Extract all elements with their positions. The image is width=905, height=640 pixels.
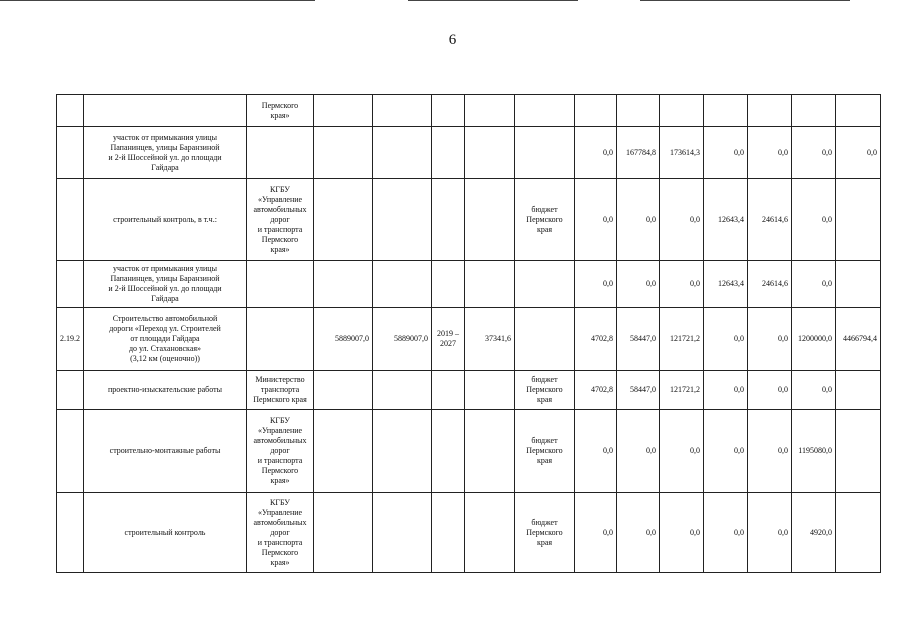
- work-name-cell: Строительство автомобильной дороги «Переход ул. Строителей от площади Гайдара до ул. Стахановская» (3,12 км (оценочно)): [84, 308, 247, 371]
- row-number-cell: [57, 371, 84, 410]
- scan-top-rule-mid: [408, 0, 578, 1]
- cost-cell: 5889007,0: [373, 308, 432, 371]
- total-cost-cell: [314, 261, 373, 308]
- spent-cell: 37341,6: [465, 308, 515, 371]
- year-amount-cell: [617, 95, 660, 127]
- year-amount-cell: 0,0: [748, 308, 792, 371]
- executor-cell: КГБУ «Управление автомобильных дорог и транспорта Пермского края»: [247, 179, 314, 261]
- work-name-cell: строительно-монтажные работы: [84, 410, 247, 493]
- year-amount-cell: 0,0: [575, 261, 617, 308]
- work-name-cell: участок от примыкания улицы Папанинцев, улицы Баранзиной и 2-й Шоссейной ул. до площади Гайдара: [84, 261, 247, 308]
- work-name-cell: проектно-изыскательские работы: [84, 371, 247, 410]
- year-amount-cell: [836, 493, 881, 573]
- year-amount-cell: 0,0: [660, 493, 704, 573]
- total-cost-cell: [314, 371, 373, 410]
- year-amount-cell: 1195080,0: [792, 410, 836, 493]
- year-amount-cell: 24614,6: [748, 261, 792, 308]
- year-amount-cell: 0,0: [748, 493, 792, 573]
- spent-cell: [465, 261, 515, 308]
- period-cell: [432, 95, 465, 127]
- spent-cell: [465, 493, 515, 573]
- year-amount-cell: 0,0: [660, 410, 704, 493]
- spent-cell: [465, 371, 515, 410]
- spent-cell: [465, 127, 515, 179]
- year-amount-cell: [575, 95, 617, 127]
- total-cost-cell: 5889007,0: [314, 308, 373, 371]
- period-cell: 2019 – 2027: [432, 308, 465, 371]
- total-cost-cell: [314, 127, 373, 179]
- year-amount-cell: [836, 261, 881, 308]
- table-row: [57, 261, 881, 308]
- year-amount-cell: 4466794,4: [836, 308, 881, 371]
- scan-top-rule-right: [640, 0, 850, 1]
- year-amount-cell: [792, 95, 836, 127]
- year-amount-cell: 58447,0: [617, 308, 660, 371]
- row-number-cell: [57, 127, 84, 179]
- funding-source-cell: бюджет Пермского края: [515, 179, 575, 261]
- year-amount-cell: 0,0: [617, 493, 660, 573]
- year-amount-cell: [836, 371, 881, 410]
- year-amount-cell: 0,0: [575, 179, 617, 261]
- scan-top-rule-left: [0, 0, 315, 1]
- cost-cell: [373, 179, 432, 261]
- year-amount-cell: 4702,8: [575, 371, 617, 410]
- year-amount-cell: 4702,8: [575, 308, 617, 371]
- period-cell: [432, 261, 465, 308]
- row-number-cell: 2.19.2: [57, 308, 84, 371]
- total-cost-cell: [314, 493, 373, 573]
- row-number-cell: [57, 179, 84, 261]
- year-amount-cell: 0,0: [836, 127, 881, 179]
- work-name-cell: участок от примыкания улицы Папанинцев, улицы Баранзиной и 2-й Шоссейной ул. до площади Гайдара: [84, 127, 247, 179]
- row-number-cell: [57, 493, 84, 573]
- period-cell: [432, 371, 465, 410]
- year-amount-cell: 4920,0: [792, 493, 836, 573]
- executor-cell: КГБУ «Управление автомобильных дорог и транспорта Пермского края»: [247, 493, 314, 573]
- year-amount-cell: 12643,4: [704, 179, 748, 261]
- executor-cell: Министерство транспорта Пермского края: [247, 371, 314, 410]
- year-amount-cell: 0,0: [575, 493, 617, 573]
- work-name-cell: строительный контроль, в т.ч.:: [84, 179, 247, 261]
- year-amount-cell: [836, 179, 881, 261]
- year-amount-cell: 0,0: [792, 371, 836, 410]
- year-amount-cell: [836, 410, 881, 493]
- year-amount-cell: 0,0: [704, 308, 748, 371]
- work-name-cell: строительный контроль: [84, 493, 247, 573]
- cost-cell: [373, 95, 432, 127]
- row-number-cell: [57, 261, 84, 308]
- funding-source-cell: [515, 127, 575, 179]
- executor-cell: [247, 127, 314, 179]
- year-amount-cell: 0,0: [660, 179, 704, 261]
- table-row: [57, 95, 881, 127]
- year-amount-cell: 0,0: [575, 410, 617, 493]
- year-amount-cell: 0,0: [748, 127, 792, 179]
- table-row: [57, 493, 881, 573]
- year-amount-cell: 121721,2: [660, 308, 704, 371]
- spent-cell: [465, 179, 515, 261]
- year-amount-cell: 0,0: [704, 493, 748, 573]
- page-number: 6: [448, 32, 457, 48]
- cost-cell: [373, 371, 432, 410]
- funding-source-cell: бюджет Пермского края: [515, 410, 575, 493]
- table-row: [57, 179, 881, 261]
- executor-cell: Пермского края»: [247, 95, 314, 127]
- year-amount-cell: 173614,3: [660, 127, 704, 179]
- year-amount-cell: 12643,4: [704, 261, 748, 308]
- funding-source-cell: [515, 308, 575, 371]
- year-amount-cell: 0,0: [704, 127, 748, 179]
- table-row: [57, 127, 881, 179]
- total-cost-cell: [314, 410, 373, 493]
- year-amount-cell: [660, 95, 704, 127]
- period-cell: [432, 127, 465, 179]
- executor-cell: [247, 261, 314, 308]
- spent-cell: [465, 410, 515, 493]
- funding-source-cell: бюджет Пермского края: [515, 371, 575, 410]
- total-cost-cell: [314, 179, 373, 261]
- year-amount-cell: 0,0: [617, 410, 660, 493]
- year-amount-cell: 0,0: [792, 261, 836, 308]
- row-number-cell: [57, 410, 84, 493]
- year-amount-cell: [704, 95, 748, 127]
- cost-cell: [373, 493, 432, 573]
- funding-source-cell: [515, 95, 575, 127]
- year-amount-cell: 0,0: [660, 261, 704, 308]
- year-amount-cell: [748, 95, 792, 127]
- cost-cell: [373, 127, 432, 179]
- period-cell: [432, 179, 465, 261]
- cost-cell: [373, 261, 432, 308]
- funding-source-cell: бюджет Пермского края: [515, 493, 575, 573]
- executor-cell: КГБУ «Управление автомобильных дорог и транспорта Пермского края»: [247, 410, 314, 493]
- table-row: [57, 371, 881, 410]
- total-cost-cell: [314, 95, 373, 127]
- year-amount-cell: 1200000,0: [792, 308, 836, 371]
- year-amount-cell: 0,0: [617, 261, 660, 308]
- period-cell: [432, 493, 465, 573]
- year-amount-cell: 0,0: [748, 410, 792, 493]
- row-number-cell: [57, 95, 84, 127]
- year-amount-cell: 24614,6: [748, 179, 792, 261]
- year-amount-cell: 0,0: [792, 179, 836, 261]
- year-amount-cell: 0,0: [617, 179, 660, 261]
- work-name-cell: [84, 95, 247, 127]
- year-amount-cell: 0,0: [704, 410, 748, 493]
- financing-table: [56, 94, 881, 573]
- executor-cell: [247, 308, 314, 371]
- year-amount-cell: 0,0: [792, 127, 836, 179]
- year-amount-cell: [836, 95, 881, 127]
- cost-cell: [373, 410, 432, 493]
- year-amount-cell: 0,0: [704, 371, 748, 410]
- period-cell: [432, 410, 465, 493]
- year-amount-cell: 167784,8: [617, 127, 660, 179]
- table-row: [57, 308, 881, 371]
- year-amount-cell: 0,0: [575, 127, 617, 179]
- table-body: [57, 95, 881, 573]
- table-row: [57, 410, 881, 493]
- spent-cell: [465, 95, 515, 127]
- funding-source-cell: [515, 261, 575, 308]
- year-amount-cell: 58447,0: [617, 371, 660, 410]
- year-amount-cell: 121721,2: [660, 371, 704, 410]
- year-amount-cell: 0,0: [748, 371, 792, 410]
